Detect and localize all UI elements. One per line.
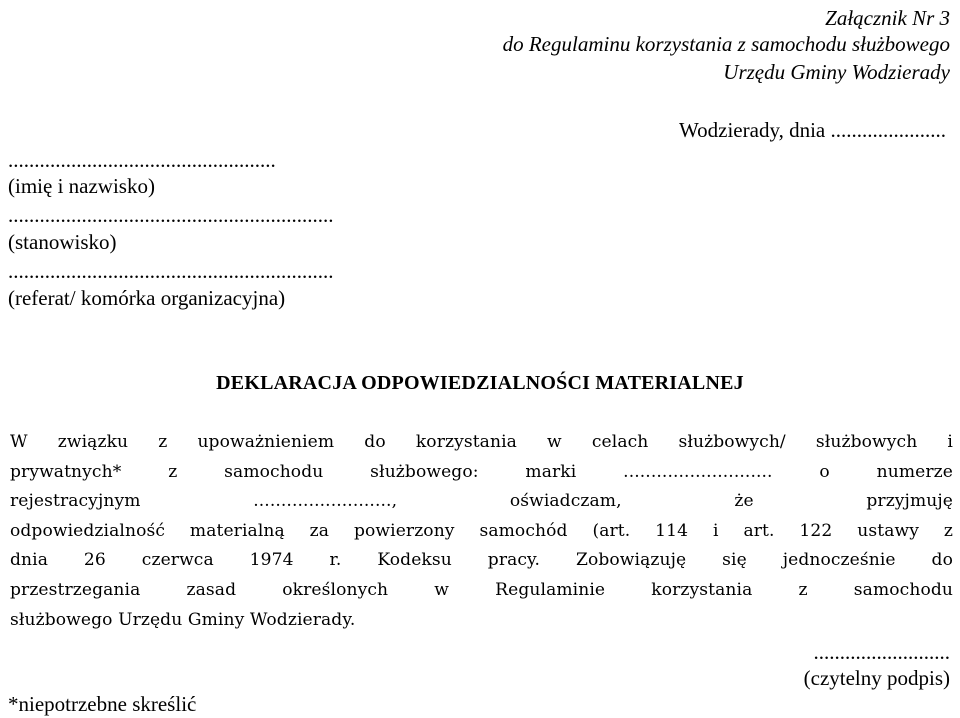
position-label: (stanowisko) [8,230,117,254]
footnote: *niepotrzebne skreślić [8,692,197,716]
department-label: (referat/ komórka organizacyjna) [8,286,286,310]
attachment-title: Załącznik Nr 3 [825,6,950,30]
paragraph-line: rejestracyjnym ........................., oświadczam, że przyjmuję [10,491,953,512]
declaration-paragraph [10,428,953,635]
attachment-subtitle: do Regulaminu korzystania z samochodu służbowego [502,32,950,56]
department-dots: .............................................................. [8,259,334,283]
place-date: Wodzierady, dnia ...................... [679,118,946,142]
name-dots: ................................................... [8,148,276,172]
declaration-heading: DEKLARACJA ODPOWIEDZIALNOŚCI MATERIALNEJ [216,372,744,394]
paragraph-line: dnia 26 czerwca 1974 r. Kodeksu pracy. Zobowiązuję się jednocześnie do [10,550,953,571]
position-dots: .............................................................. [8,203,334,227]
paragraph-line: prywatnych* z samochodu służbowego: marki ........................... o numerze [10,461,953,482]
attachment-office: Urzędu Gminy Wodzierady [723,60,950,84]
signature-dots: .......................... [813,640,950,664]
paragraph-line: służbowego Urzędu Gminy Wodzierady. [10,609,356,630]
paragraph-line: W związku z upoważnieniem do korzystania w celach służbowych/ służbowych i [10,432,953,452]
paragraph-line: przestrzegania zasad określonych w Regulaminie korzystania z samochodu [10,579,953,600]
signature-label: (czytelny podpis) [803,666,950,690]
name-label: (imię i nazwisko) [8,174,155,198]
paragraph-line: odpowiedzialność materialną za powierzony samochód (art. 114 i art. 122 ustawy z [10,520,953,541]
